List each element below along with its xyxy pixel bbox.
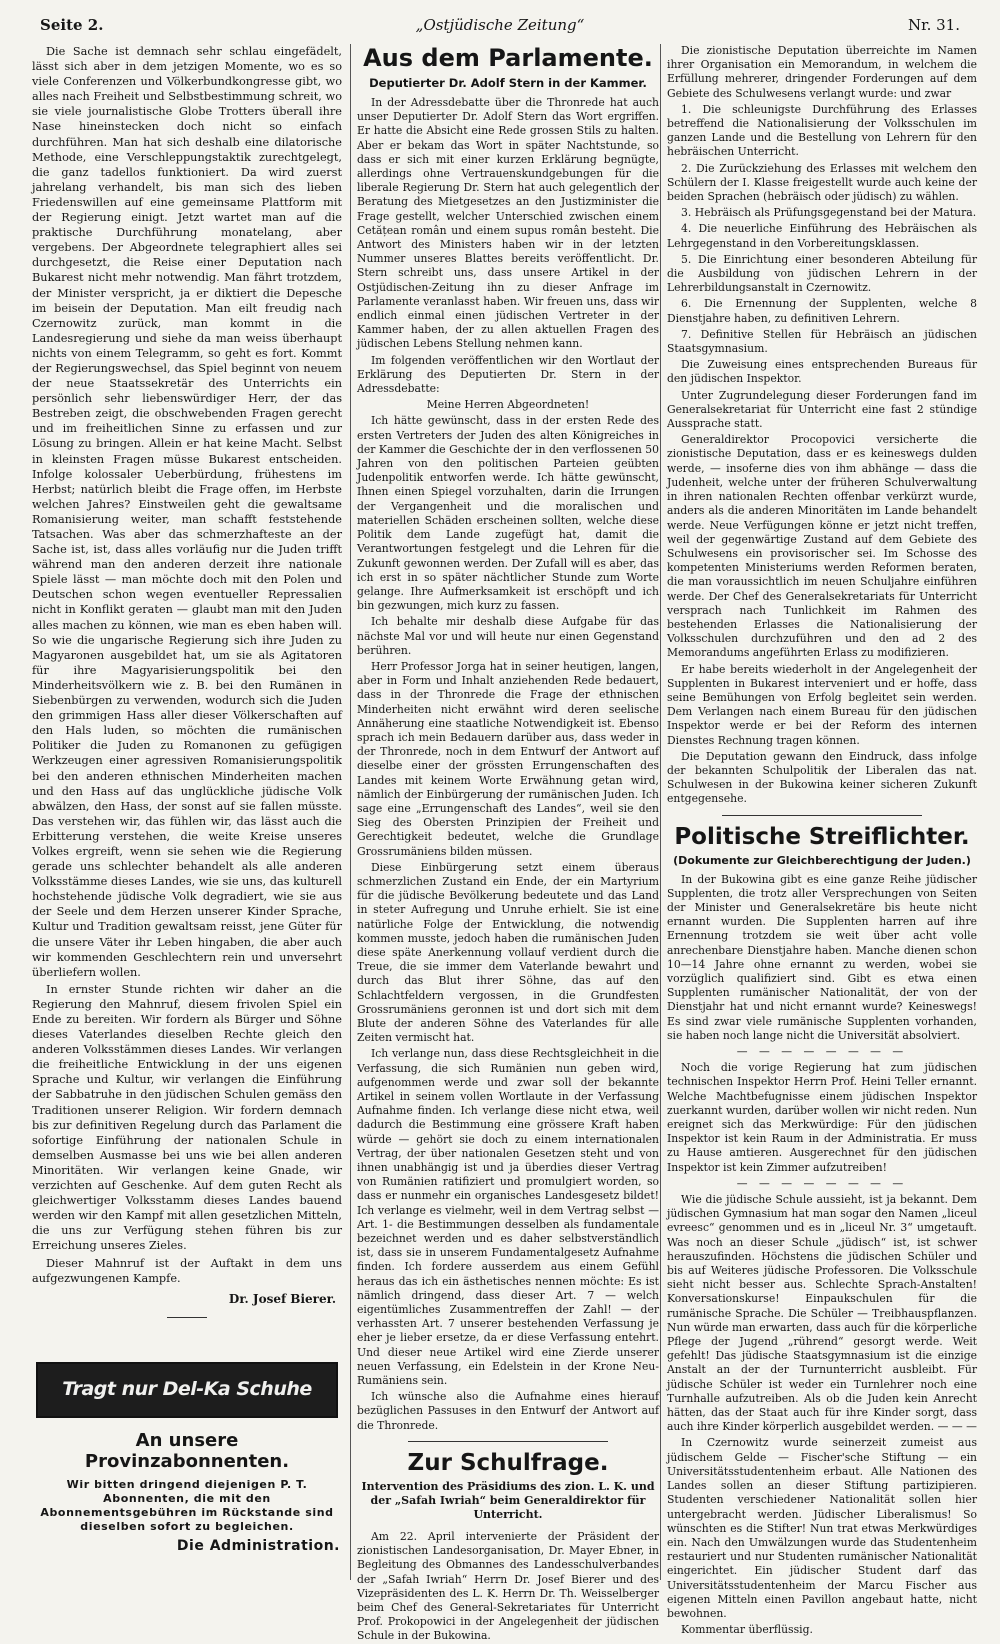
political-headline: Politische Streiflichter.: [674, 823, 970, 850]
demand-item: 1. Die schleunigste Durchführung des Erlasses betreffend die Nationalisierung der Volksschulen im ganzen Lande und die Bestellung von Lehrern für den hebräischen Unterricht.: [667, 102, 977, 159]
article-paragraph: Die zionistische Deputation überreichte im Namen ihrer Organisation ein Memorandum, in welchem die Erfüllung mehrerer, dringender Forderungen auf dem Gebiete des Schulwesens verlangt wurde: und zwar: [667, 44, 977, 100]
dash-separator: — — — — — — — —: [736, 1176, 908, 1190]
column-middle: [350, 44, 659, 1643]
column-right: [660, 44, 977, 1637]
newspaper-title: „Ostjüdische Zeitung“: [415, 16, 585, 34]
article-paragraph: Wie die jüdische Schule aussieht, ist ja bekannt. Dem jüdischen Gymnasium hat man sogar den Namen „liceul evreesc“ genommen und es in „liceul Nr. 3“ umgetauft. Was noch an dieser Schule „jüdisch“ ist, ist schwer herauszufinden. Höchstens die jüdischen Schüler und bis auf Weiteres jüdische Professoren. Die Volksschule sieht nicht besser aus. Schlechte Sprach-Anstalten! Konversationskurse! Einpaukschulen für die rumänische Sprache. Die Schüler — Treibhauspflanzen. Nun würde man erwarten, dass auch für die körperliche Pflege der Jugend „rührend“ gesorgt werde. Weit gefehlt! Das jüdische Staatsgymnasium ist die einzige Anstalt an der der Turnunterricht ausbleibt. Für jüdische Schüler ist weder ein Turnlehrer noch eine Turnhalle aufzutreiben. Als ob die Juden kein Anrecht hätten, das der Staat auch für ihre Kinder sorgt, dass auch ihre Kinder körperlich ausgebildet werden. — — —: [667, 1193, 977, 1434]
shoe-ad-text: Tragt nur Del-Ka Schuhe: [62, 1377, 312, 1400]
demand-item: 7. Definitive Stellen für Hebräisch an jüdischen Staatsgymnasium.: [667, 327, 977, 356]
notice-signature: Die Administration.: [176, 1537, 340, 1554]
page-label: Seite 2.: [40, 16, 104, 34]
notice-title: An unsere Provinzabonnenten.: [84, 1429, 290, 1472]
parliament-subheadline: Deputierter Dr. Adolf Stern in der Kammer.: [369, 76, 647, 90]
column-left: [32, 44, 342, 1554]
parliament-headline: Aus dem Parlamente.: [363, 44, 653, 72]
political-subheadline: (Dokumente zur Gleichberechtigung der Juden.): [673, 853, 971, 867]
school-question-subheadline: Intervention des Präsidiums des zion. L. K. und der „Safah Iwriah“ beim Generaldirektor für Unterricht.: [361, 1479, 655, 1521]
divider: [408, 1441, 608, 1442]
school-question-headline: Zur Schulfrage.: [407, 1449, 609, 1476]
shoe-advertisement: [36, 1362, 338, 1418]
demand-item: 6. Die Ernennung der Supplenten, welche 8 Dienstjahre haben, zu definitiven Lehrern.: [667, 297, 977, 325]
salutation: Meine Herren Abgeordneten!: [426, 398, 590, 412]
article-signature: Dr. Josef Bierer.: [228, 1291, 336, 1306]
article-paragraph: Diese Einbürgerung setzt einem überaus schmerzlichen Zustand ein Ende, der ein Martyrium für die jüdische Bevölkerung bedeutete und das Land in steter Aufregung und Unruhe erhielt. Sie ist eine natürliche Folge der Entwicklung, die notwendig kommen musste, jedoch haben die rumänischen Juden diese späte Anerkennung vollauf verdient durch die Treue, die sie immer dem Vaterlande bewahrt und durch das Blut ihrer Söhne, das auf den Schlachtfeldern vergossen, in die Grundfesten Grossrumäniens geronnen ist und dort sich mit dem Blute der anderen Söhne des Vaterlandes für alle Zeiten vermischt hat.: [357, 860, 659, 1045]
divider: [167, 1317, 207, 1318]
article-paragraph: Kommentar überflüssig.: [681, 1623, 813, 1637]
article-paragraph: Herr Professor Jorga hat in seiner heutigen, langen, aber in Form und Inhalt anziehenden Rede bedauert, dass in der Thronrede die Frage der ethnischen Minderheiten nicht erwähnt wird deren seelische Annäherung eine staatliche Notwendigkeit ist. Ebenso sprach ich mein Bedauern darüber aus, dass weder in der Thronrede, noch in dem Entwurf der Antwort auf dieselbe einer der grössten Errungenschaften des Landes mit keinem Worte Erwähnung getan wird, nämlich der Einbürgerung der rumänischen Juden. Ich sage eine „Errungenschaft des Landes“, weil sie den Sieg des Obersten Prinzipien der Freiheit und Gerechtigkeit bedeutet, welche die Grundlage Grossrumäniens bilden müssen.: [357, 659, 659, 858]
issue-number: Nr. 31.: [907, 16, 960, 34]
demand-item: Die Zuweisung eines entsprechenden Bureaus für den jüdischen Inspektor.: [667, 358, 977, 386]
article-paragraph: Ich behalte mir deshalb diese Aufgabe für das nächste Mal vor und will heute nur einen Gegenstand berühren.: [357, 615, 659, 657]
subscriber-notice: [34, 1430, 340, 1554]
article-paragraph: In Czernowitz wurde seinerzeit zumeist aus jüdischem Gelde — Fischer'sche Stiftung — ein Universitätsstudentenheim erbaut. Alle Nationen des Landes sollen an dieser Stiftung partizipieren. Studenten verschiedener Nationalität sollen hier untergebracht werden. Jüdischer Liberalismus! So wünschten es die Stifter! Nun trat etwas Merkwürdiges ein. Nach den Umwälzungen wurde das Studentenheim restauriert und nur Studenten rumänischer Nationalität eingerichtet. Ein jüdischer Student darf das Universitätsstudentenheim der Marcu Fischer aus eigenen Mitteln einen Pavillon angebaut hatte, nicht bewohnen.: [667, 1436, 977, 1620]
article-paragraph: Er habe bereits wiederholt in der Angelegenheit der Supplenten in Bukarest interveniert und er hoffe, dass seine Bemühungen von Erfolg begleitet sein werden. Dem Verlangen nach einem Bureau für den jüdischen Inspektor werde er bei der Reform des internen Dienstes Rechnung tragen können.: [667, 662, 977, 747]
article-paragraph: Unter Zugrundelegung dieser Forderungen fand im Generalsekretariat für Unterricht eine fast 2 stündige Aussprache statt.: [667, 388, 977, 431]
article-paragraph: In der Adressdebatte über die Thronrede hat auch unser Deputierter Dr. Adolf Stern das Wort ergriffen. Er hatte die Absicht eine Rede grossen Stils zu halten. Aber er bekam das Wort in später Nachtstunde, so dass er sich mit einer kurzen Erklärung begnügte, allerdings ohne Vertrauenskundgebungen für die liberale Regierung Dr. Stern hat auch gelegentlich der Beratung des Mietgesetzes an den Justizminister die Frage gestellt, welcher Unterschied zwischen einem Cetățean român und einem supus român besteht. Die Antwort des Ministers haben wir in der letzten Nummer unseres Blattes bereits veröffentlicht. Dr. Stern schreibt uns, dass unsere Artikel in der Ostjüdischen-Zeitung ihn zu dieser Anfrage im Parlamente veranlasst haben. Wir freuen uns, dass wir endlich einmal einen jüdischen Vertreter in der Kammer haben, der zu allen aktuellen Fragen des jüdischen Lebens Stellung nehmen kann.: [357, 96, 659, 351]
article-paragraph: In ernster Stunde richten wir daher an die Regierung den Mahnruf, diesem frivolen Spiel ein Ende zu bereiten. Wir fordern als Bürger und Söhne dieses Vaterlandes dieselben Rechte gleich den anderen Volksstämmen dieses Landes. Wir verlangen die freiheitliche Entwicklung in der uns eigenen Sprache und Kultur, wir verlangen die Einführung der Sabbatruhe in den jüdischen Schulen gemäss den Traditionen unserer Religion. Wir fordern demnach bis zur definitiven Regelung durch das Parlament die sofortige Einführung der nationalen Schule in demselben Ausmasse bei uns wie bei allen anderen Minoritäten. Wir verlangen keine Gnade, wir verzichten auf Geschenke. Auf dem guten Recht als gleichwertiger Volksstamm dieses Landes bauend werden wir den Kampf mit allen gesetzlichen Mitteln, die uns zur Verfügung stehen führen bis zur Erreichung unseres Zieles.: [32, 982, 342, 1253]
demand-item: 2. Die Zurückziehung des Erlasses mit welchem den Schülern der I. Klasse freigestellt wurde auch keine der beiden Sprachen (hebräisch oder jüdisch) zu wählen.: [667, 161, 977, 204]
article-paragraph: Ich verlange nun, dass diese Rechtsgleichheit in die Verfassung, die sich Rumänien nun geben wird, aufgenommen werde und zwar soll der bekannte Artikel in seinem vollen Wortlaute in der Verfassung Aufnahme finden. Ich verlange diese nicht etwa, weil dadurch die Bestimmung eine grössere Kraft haben würde — gehört sie doch zu einem internationalen Vertrag, der über nationalen Gesetzen steht und von ihnen unabhängig ist und ja überdies dieser Vertrag von Rumänien ratifiziert und promulgiert worden, so dass er nunmehr ein organisches Landesgesetz bildet! Ich verlange es vielmehr, weil in dem Vertrag selbst — Art. 1- die Bestimmungen desselben als fundamentale bezeichnet werden und es daher selbstverständlich ist, dass sie in unserem Fundamentalgesetz Aufnahme finden. Ich fordere ausserdem aus einem Gefühl heraus das ich ein ästhetisches nennen möchte: Es ist nämlich dringend, dass dieser Art. 7 — welch eigentümliches Zusammentreffen der Zahl! — der verhassten Art. 7 unserer bestehenden Verfassung je eher je lieber ersetze, da er diese Verfassung entehrt. Und dieser neue Artikel wird eine Zierde unserer neuen Verfassung, ein Edelstein in der Krone Neu-Rumäniens sein.: [357, 1047, 659, 1388]
article-paragraph: Dieser Mahnruf ist der Auftakt in dem uns aufgezwungenen Kampfe.: [32, 1256, 342, 1285]
demand-item: 5. Die Einrichtung einer besonderen Abteilung für die Ausbildung von jüdischen Lehrern in der Lehrerbildungsanstalt in Czernowitz.: [667, 252, 977, 295]
divider: [722, 815, 922, 816]
article-paragraph: Ich wünsche also die Aufnahme eines hierauf bezüglichen Passuses in den Entwurf der Antwort auf die Thronrede.: [357, 1390, 659, 1432]
article-paragraph: Die Sache ist demnach sehr schlau eingefädelt, lässt sich aber in dem jetzigen Momente, wo es so viele Conferenzen und Völkerbundkongresse gibt, wo alles nach Freiheit und Selbstbestimmung schreit, wo sie viele journalistische Globe Trotters überall ihre Nase hineinstecken doch nicht so einfach durchführen. Man hat sich deshalb eine dilatorische Methode, eine Verschleppungstaktik zurechtgelegt, die ganz tadellos funktioniert. Da wird zuerst jahrelang verhandelt, bis man sich des lieben Friedenswillen auf eine gemeinsame Plattform mit der Regierung einigt. Jetzt wartet man auf die praktische Durchführung monatelang, aber vergebens. Der Abgeordnete telegraphiert alles sei durchgesetzt, die Reise einer Deputation nach Bukarest nicht mehr notwendig. Man fährt trotzdem, der Minister verspricht, ja er diktiert die Depesche im beisein der Deputation. Man eilt freudig nach Czernowitz zurück, man kommt in die Landesregierung und siehe da man weiss überhaupt nichts von einem Telegramm, so geht es fort. Kommt der Regierungswechsel, das Spiel beginnt von neuem der neue Staatssekretär des Unterrichts ein persönlich sehr liebenswürdiger Herr, der das Bestreben zeigt, die obschwebenden Fragen gerecht und im freiheitlichen Sinne zu erfassen und zur Lösung zu bringen. Allein er hat keine Macht. Selbst in kleinsten Fragen müsse Bukarest entscheiden. Infolge kolossaler Ueberbürdung, frühestens im Herbst; natürlich bleibt die Frage offen, im Herbste welchen Jahres? Einstweilen geht die gewaltsame Romanisierung weiter, man schafft feststehende Tatsachen. Was aber das schmerzhafteste an der Sache ist, ist, dass alles vorläufig nur die Juden trifft während man den anderen derzeit ihre nationale Spiele lässt — man möchte doch mit den Polen und Deutschen schon wegen eventueller Repressalien nicht in Konflikt geraten — glaubt man mit den Juden alles machen zu können, wie man es eben haben will. So wie die ungarische Regierung sich ihre Juden zu Magyaronen ausgebildet hat, um sie als Agitatoren für ihre Magyarisierungspolitik bei den Minderheitsvölkern wie z. B. bei den Rumänen in Siebenbürgen zu verwenden, wodurch sich die Juden den grimmigen Hass aller dieser Völkerschaften auf den Hals luden, so möchten die rumänischen Politiker die Juden zu Romanonen zu gefügigen Werkzeugen einer agressiven Romanisierungspolitik bei den anderen ethnischen Minderheiten machen und den Hass auf das unglückliche jüdische Volk abwälzen, den Hass, der sonst auf sie fallen müsste. Das verstehen wir, das fühlen wir, das lässt auch die Erbitterung verstehen, die weite Kreise unseres Volkes ergreift, wenn sie sehen wie die Regierung gerade uns schlechter behandelt als alle anderen Volksstämme dieses Landes, wie sie uns, das kulturell hochstehende jüdische Volk degradiert, wie sie aus der Seele und dem Herzen unserer Kinder Sprache, Kultur und Tradition gewaltsam reisst, jene Güter für die unsere Väter ihr Leben hingaben, die aber auch wir kommenden Geschlechtern rein und unversehrt überliefern wollen.: [32, 45, 342, 979]
article-paragraph: Am 22. April intervenierte der Präsident der zionistischen Landesorganisation, Dr. Mayer Ebner, in Begleitung des Obmannes des Landesschulverbandes der „Safah Iwriah“ Herrn Dr. Josef Bierer und des Vizepräsidenten des L. K. Herrn Dr. Th. Weisselberger beim Chef des General-Sekretariates für Unterricht Prof. Prokopowici in der Angelegenheit der jüdischen Schule in der Bukowina.: [357, 1529, 659, 1643]
article-paragraph: Im folgenden veröffentlichen wir den Wortlaut der Erklärung des Deputierten Dr. Stern in der Adressdebatte:: [357, 353, 659, 396]
article-paragraph: Ich hätte gewünscht, dass in der ersten Rede des ersten Vertreters der Juden des alten Königreiches in der Kammer die Geschichte der in den verflossenen 50 Jahren von den politischen Parteien geübten Judenpolitik entworfen werde. Ich hätte gewünscht, Ihnen einen Spiegel vorzuhalten, darin die Irrungen der Vergangenheit und die moralischen und materiellen Schäden erscheinen sollten, welche diese Politik dem Lande zugefügt hat, damit die Verantwortungen festgelegt und die Lehren für die Zukunft gewonnen werden. Der Zufall will es aber, das ich erst in so später nächtlicher Stunde zum Worte gelange. Ihre Aufmerksamkeit ist erschöpft und ich bin gezwungen, mich kurz zu fassen.: [357, 414, 659, 613]
notice-body: Wir bitten dringend diejenigen P. T. Abonnenten, die mit den Abonnementsgebühren im Rückstande sind dieselben sofort zu begleichen.: [40, 1477, 334, 1533]
dash-separator: — — — — — — — —: [736, 1045, 908, 1058]
article-paragraph: Noch die vorige Regierung hat zum jüdischen technischen Inspektor Herrn Prof. Heini Teller ernannt. Welche Machtbefugnisse einem jüdischen Inspektor zuerkannt wurden, darüber wollen wir nicht reden. Nun ereignet sich das Merkwürdige: Für den jüdischen Inspektor ist kein Raum in der Administratia. Er muss zu Hause amtieren. Ausgerechnet für den jüdischen Inspektor ist kein Zimmer aufzutreiben!: [667, 1061, 977, 1174]
article-paragraph: In der Bukowina gibt es eine ganze Reihe jüdischer Supplenten, die trotz aller Versprechungen von Seiten der Minister und Generalsekretäre bis heute nicht ernannt wurden. Die Supplenten harren auf ihre Ernennung trotzdem sie weit über acht volle anrechenbare Dienstjahre haben. Manche dienen schon 10—14 Jahre ohne ernannt zu werden, wobei sie vorzüglich qualifiziert sind. Gibt es etwa einen Supplenten rumänischer Nationalität, der von der Dienstjahr hat und nicht ernannt wurde? Keineswegs! Es sind zwar viele rumänische Supplenten vorhanden, sie haben noch lange nicht die Universität absolviert.: [667, 872, 977, 1042]
article-paragraph: Generaldirektor Procopovici versicherte die zionistische Deputation, dass er es keineswegs dulden werde, — insoferne dies von ihm abhänge — dass die Judenheit, welche unter der früheren Schulverwaltung in ihren nationalen Rechten offenbar verkürzt wurde, anders als die anderen Minoritäten im Lande behandelt werde. Neue Verfügungen könne er jetzt nicht treffen, weil der gegenwärtige Zustand auf dem Gebiete des Schulwesens ein provisorischer sei. Im Schosse des kompetenten Ministeriums werden Reformen beraten, die man voraussichtlich im neuen Schuljahre einführen werde. Der Chef des Generalsekretariats für Unterricht versprach nach Tunlichkeit im Rahmen des bestehenden Erlasses die Nationalisierung der Volksschulen durchzuführen und den ad 2 des Memorandums angeführten Erlass zu modifizieren.: [667, 433, 977, 660]
demand-item: 4. Die neuerliche Einführung des Hebräischen als Lehrgegenstand in den Vorbereitungsklassen.: [667, 222, 977, 250]
demand-item: 3. Hebräisch als Prüfungsgegenstand bei der Matura.: [681, 206, 977, 220]
page-header: [30, 12, 970, 38]
article-paragraph: Die Deputation gewann den Eindruck, dass infolge der bekannten Schulpolitik der Liberalen das nat. Schulwesen in der Bukowina keiner sicheren Zukunft entgegensehe.: [667, 749, 977, 806]
